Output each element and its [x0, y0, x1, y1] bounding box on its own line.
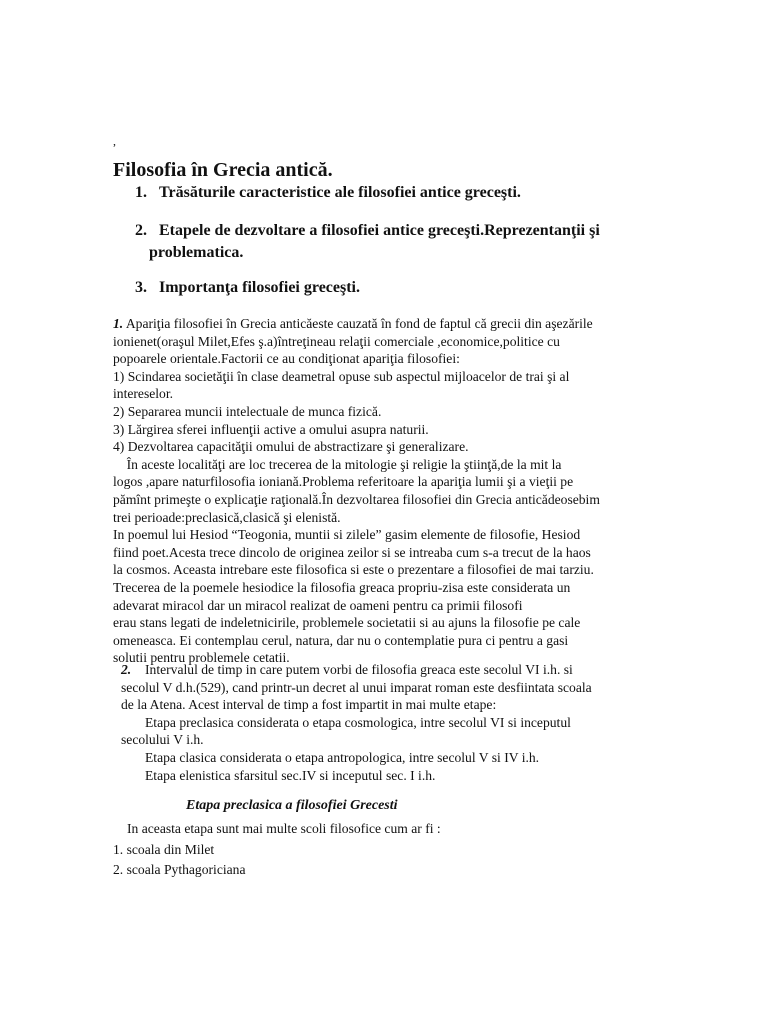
section-1-line: popoarele orientale.Factorii ce au condiţionat apariţia filosofiei: — [113, 351, 460, 367]
section-subheading: Etapa preclasica a filosofiei Grecesti — [186, 798, 398, 813]
section-2-line: de la Atena. Acest interval de timp a fost impartit in mai multe etape: — [121, 697, 497, 713]
section-2-line: Etapa clasica considerata o etapa antropologica, intre secolul V si IV i.h. — [145, 749, 540, 765]
section-1-line: fiind poet.Acesta trece dincolo de originea zeilor si se intreaba cum s-a trecut de la haos — [113, 544, 591, 560]
section-2-line: Etapa preclasica considerata o etapa cosmologica, intre secolul VI si inceputul — [145, 714, 571, 730]
document-title: Filosofia în Grecia antică. — [113, 159, 333, 181]
toc-item-text: Etapele de dezvoltare a filosofiei antice greceşti.Reprezentanţii şi — [159, 222, 600, 239]
section-1-line: trei perioade:preclasică,clasică şi elenistă. — [113, 509, 341, 525]
toc-item-text: Importanţa filosofiei greceşti. — [159, 279, 360, 296]
section-1-line: solutii pentru problemele cetatii. — [113, 650, 290, 666]
section-1-line: ionienet(oraşul Milet,Efes ş.a)întreţineau relaţii comerciale ,economice,politice cu — [113, 333, 560, 349]
section-2-line: 2. Intervalul de timp in care putem vorbi de filosofia greaca este secolul VI i.h. si — [121, 662, 573, 677]
section-1-line: Trecerea de la poemele hesiodice la filosofia greaca propriu-zisa este considerata un — [113, 579, 571, 595]
section-1-line: 2) Separarea muncii intelectuale de munca fizică. — [113, 403, 382, 419]
section-1-line: In poemul lui Hesiod “Teogonia, muntii si zilele” gasim elemente de filosofie, Hesiod — [113, 527, 581, 543]
section-1-line: erau stans legati de indeletnicirile, problemele societatii si au ajuns la filosofie pe cale — [113, 615, 581, 631]
toc-item-3 — [135, 279, 360, 297]
section-2-marker: 2. — [121, 662, 132, 677]
toc-item-1 — [135, 184, 521, 202]
toc-item-2 — [135, 222, 600, 240]
list-item: 2. scoala Pythagoriciana — [113, 862, 246, 878]
section-1-marker: 1. — [113, 316, 124, 331]
section-1-line: adevarat miracol dar un miracol realizat de oameni pentru ca primii filosofi — [113, 597, 523, 613]
toc-item-number: 1. — [135, 184, 147, 201]
section-1 — [113, 315, 661, 667]
section-1-line: 1. Apariţia filosofiei în Grecia anticăeste cauzată în fond de faptul că grecii din aşezările — [113, 316, 593, 331]
section-3-intro: In aceasta etapa sunt mai multe scoli filosofice cum ar fi : — [127, 821, 441, 836]
list-item: 1. scoala din Milet — [113, 841, 215, 857]
toc-item-2-continuation: problematica. — [149, 244, 244, 261]
section-3 — [113, 820, 661, 879]
section-1-line: În aceste localităţi are loc trecerea de la mitologie şi religie la ştiinţă,de la mit la — [113, 456, 562, 472]
section-2-line: secolului V i.h. — [121, 732, 204, 748]
section-1-line: pămînt primeşte o explicaţie raţională.În dezvoltarea filosofiei din Grecia anticădeosebim — [113, 491, 600, 507]
toc-item-text: Trăsăturile caracteristice ale filosofiei antice greceşti. — [159, 184, 521, 201]
section-2 — [121, 661, 671, 784]
stray-mark: , — [113, 134, 116, 148]
toc-item-number: 2. — [135, 222, 147, 239]
section-1-line: la cosmos. Aceasta intrebare este filosofica si este o prezentare a filosofiei de mai tarziu. — [113, 562, 594, 578]
section-1-line: 4) Dezvoltarea capacităţii omului de abstractizare şi generalizare. — [113, 439, 469, 455]
section-2-line: Etapa elenistica sfarsitul sec.IV si inceputul sec. I i.h. — [145, 767, 436, 783]
section-1-line: omeneasca. Ei contemplau cerul, natura, dar nu o contemplatie pura ci pentru a gasi — [113, 632, 569, 648]
toc-item-number: 3. — [135, 279, 147, 296]
section-1-line: 3) Lărgirea sferei influenţii active a omului asupra naturii. — [113, 421, 429, 437]
section-1-line: intereselor. — [113, 386, 174, 402]
section-1-line: logos ,apare naturfilosofia ioniană.Problema referitoare la apariţia lumii şi a vieţii pe — [113, 474, 574, 490]
section-1-line: 1) Scindarea societăţii în clase deametral opuse sub aspectul mijloacelor de trai şi al — [113, 368, 570, 384]
section-2-line: secolul V d.h.(529), cand printr-un decret al unui imparat roman este desfiintata scoala — [121, 679, 592, 695]
